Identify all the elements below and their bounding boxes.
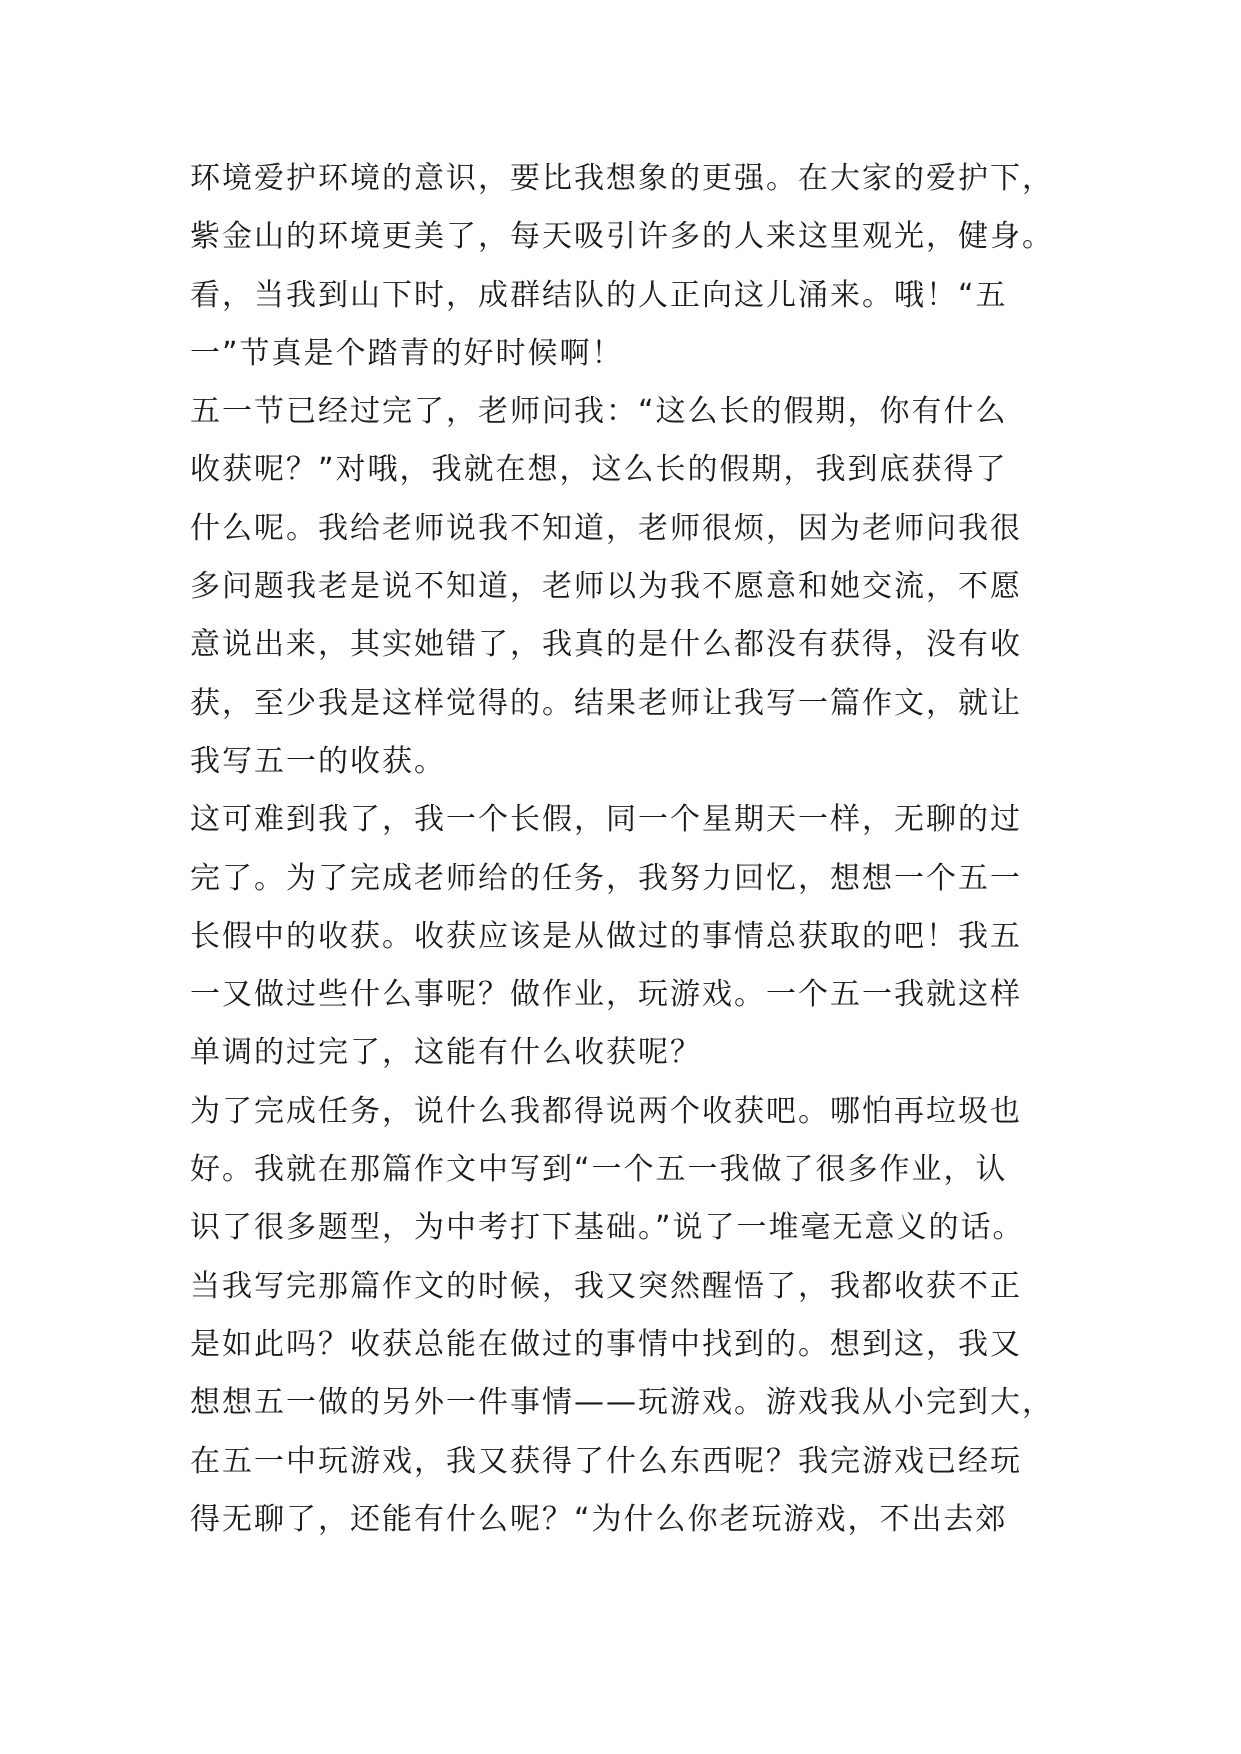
text-line: 这可难到我了，我一个长假，同一个星期天一样，无聊的过 xyxy=(190,802,1022,838)
text-line: 好。我就在那篇作文中写到“一个五一我做了很多作业，认 xyxy=(190,1152,1008,1188)
text-line: 多问题我老是说不知道，老师以为我不愿意和她交流，不愿 xyxy=(190,569,1022,605)
text-line: 环境爱护环境的意识，要比我想象的更强。在大家的爱护下， xyxy=(190,161,1054,196)
text-line: 一又做过些什么事呢？做作业，玩游戏。一个五一我就这样 xyxy=(190,977,1022,1013)
text-line: 为了完成任务，说什么我都得说两个收获吧。哪怕再垃圾也 xyxy=(190,1093,1022,1129)
text-line: 意说出来，其实她错了，我真的是什么都没有获得，没有收 xyxy=(190,627,1022,663)
text-line: 我写五一的收获。 xyxy=(190,743,446,779)
text-line: 看，当我到山下时，成群结队的人正向这儿涌来。哦！“五 xyxy=(190,277,1008,313)
text-line: 在五一中玩游戏，我又获得了什么东西呢？我完游戏已经玩 xyxy=(190,1443,1022,1479)
text-line: 收获呢？”对哦，我就在想，这么长的假期，我到底获得了 xyxy=(190,452,1008,488)
text-line: 得无聊了，还能有什么呢？“为什么你老玩游戏，不出去郊 xyxy=(190,1501,1008,1537)
text-line: 想想五一做的另外一件事情——玩游戏。游戏我从小完到大， xyxy=(190,1385,1054,1421)
text-line: 五一节已经过完了，老师问我：“这么长的假期，你有什么 xyxy=(190,394,1008,430)
text-line: 识了很多题型，为中考打下基础。”说了一堆毫无意义的话。 xyxy=(190,1210,1025,1246)
text-line: 是如此吗？收获总能在做过的事情中找到的。想到这，我又 xyxy=(190,1326,1022,1362)
text-line: 完了。为了完成老师给的任务，我努力回忆，想想一个五一 xyxy=(190,860,1022,896)
text-line: 紫金山的环境更美了，每天吸引许多的人来这里观光，健身。 xyxy=(190,219,1054,255)
text-line: 当我写完那篇作文的时候，我又突然醒悟了，我都收获不正 xyxy=(190,1268,1022,1304)
text-line: 什么呢。我给老师说我不知道，老师很烦，因为老师问我很 xyxy=(190,510,1022,546)
text-line: 长假中的收获。收获应该是从做过的事情总获取的吧！我五 xyxy=(190,918,1022,954)
text-line: 一”节真是个踏青的好时候啊！ xyxy=(190,335,624,371)
text-line: 获，至少我是这样觉得的。结果老师让我写一篇作文，就让 xyxy=(190,685,1022,721)
body-text xyxy=(190,150,1090,1549)
text-line: 单调的过完了，这能有什么收获呢？ xyxy=(190,1035,702,1071)
